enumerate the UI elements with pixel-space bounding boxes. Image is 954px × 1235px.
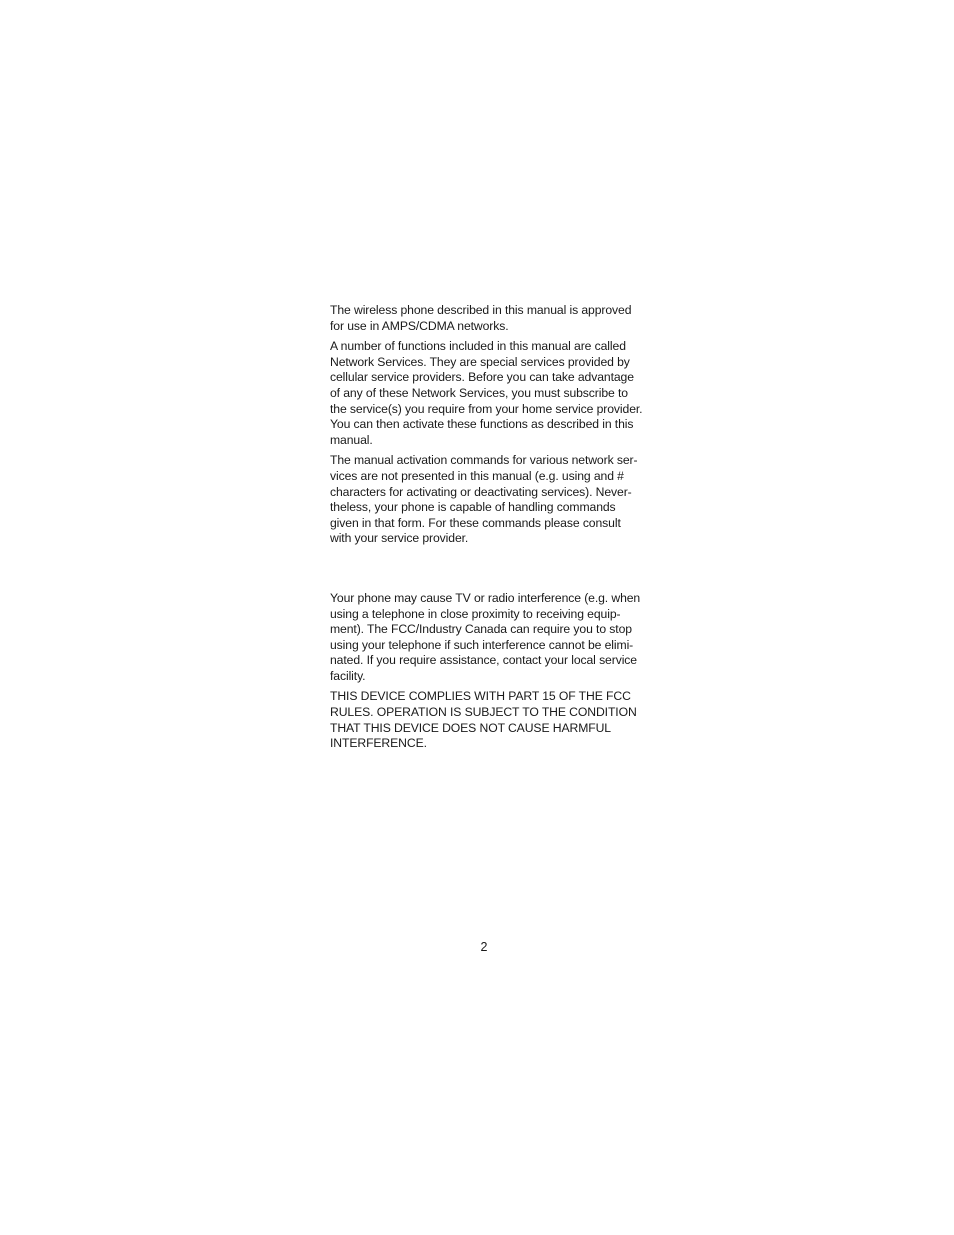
text-line: using your telephone if such interference cannot be elimi- — [330, 637, 634, 652]
text-line: THAT THIS DEVICE DOES NOT CAUSE HARMFUL — [330, 720, 611, 735]
text-line: using a telephone in close proximity to receiving equip- — [330, 606, 621, 621]
text-line: RULES. OPERATION IS SUBJECT TO THE CONDITION — [330, 705, 637, 720]
fcc-compliance-paragraph — [330, 689, 640, 751]
text-line: A number of functions included in this manual are called — [330, 339, 626, 354]
section-1 — [330, 303, 643, 547]
text-line: nated. If you require assistance, contact your local service — [330, 653, 637, 668]
text-line: the service(s) you require from your home service provider. — [330, 401, 643, 416]
text-line: for use in AMPS/CDMA networks. — [330, 318, 509, 333]
activation-commands-paragraph — [330, 453, 640, 547]
text-line: manual. — [330, 432, 373, 447]
network-services-paragraph — [330, 339, 643, 448]
text-line: given in that form. For these commands please consult — [330, 515, 621, 530]
text-line: ment). The FCC/Industry Canada can require you to stop — [330, 622, 632, 637]
interference-paragraph — [330, 591, 640, 685]
text-line: cellular service providers. Before you can take advantage — [330, 370, 634, 385]
text-line: facility. — [330, 668, 366, 683]
text-line: The manual activation commands for various network ser- — [330, 453, 638, 468]
text-line: theless, your phone is capable of handling commands — [330, 500, 616, 515]
section-spacer — [330, 552, 640, 591]
text-line: INTERFERENCE. — [330, 736, 427, 751]
text-line: of any of these Network Services, you must subscribe to — [330, 385, 628, 400]
text-column — [330, 303, 643, 757]
text-line: vices are not presented in this manual (e.g. using and # — [330, 468, 624, 483]
text-line: characters for activating or deactivating services). Never- — [330, 484, 632, 499]
text-line: with your service provider. — [330, 531, 469, 546]
approval-paragraph — [330, 303, 640, 334]
text-line: The wireless phone described in this manual is approved — [330, 303, 632, 317]
page-number: 2 — [480, 940, 488, 954]
text-line: Network Services. They are special services provided by — [330, 354, 630, 369]
section-2 — [330, 591, 640, 752]
text-line: You can then activate these functions as described in this — [330, 417, 634, 432]
text-line: THIS DEVICE COMPLIES WITH PART 15 OF THE FCC — [330, 689, 631, 704]
text-line: Your phone may cause TV or radio interference (e.g. when — [330, 590, 641, 605]
